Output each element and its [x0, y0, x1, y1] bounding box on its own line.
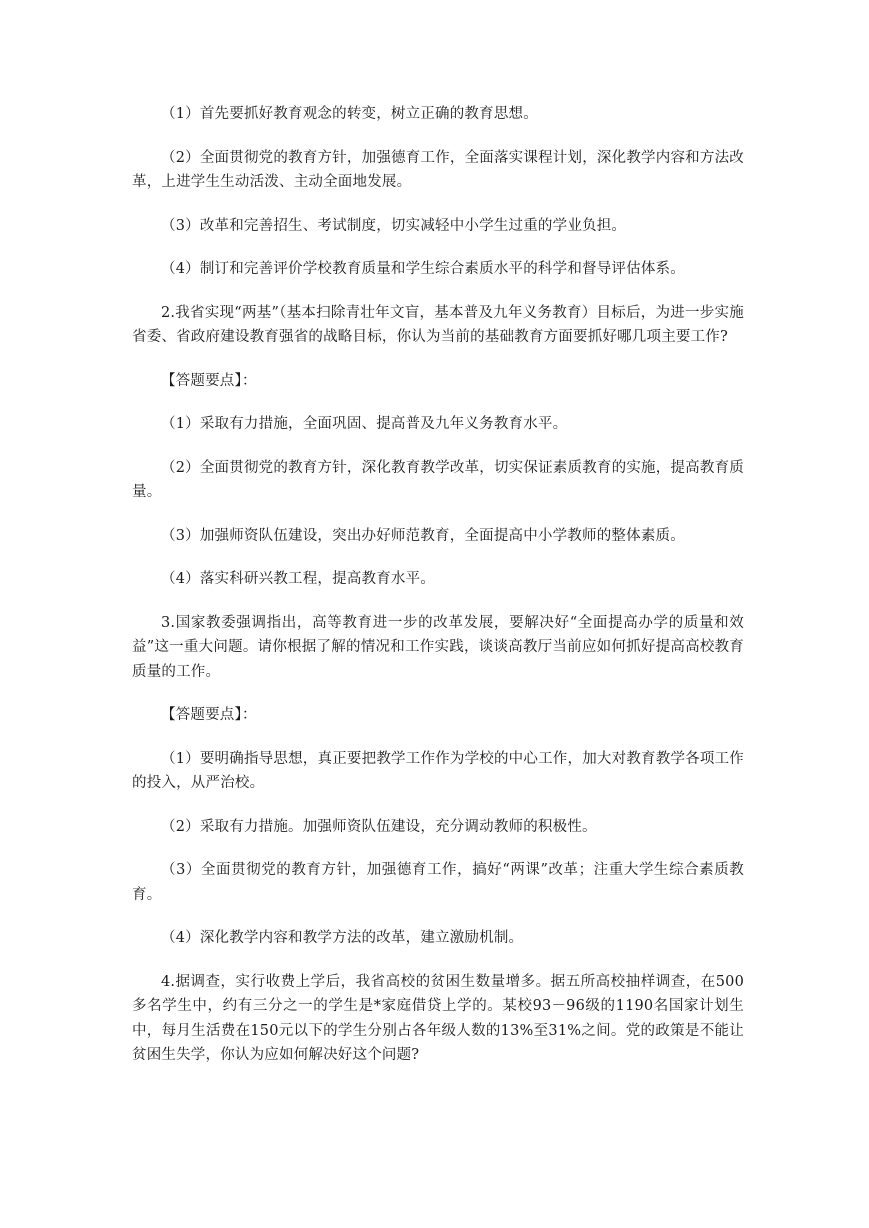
- answer-point-3-4: （4）深化教学内容和教学方法的改革，建立激励机制。: [161, 930, 524, 946]
- answer-point-2-3: （3）加强师资队伍建设，突出办好师范教育，全面提高中小学教师的整体素质。: [161, 527, 685, 544]
- answer-point-1-3: （3）改革和完善招生、考试制度，切实减轻中小学生过重的学业负担。: [161, 217, 627, 234]
- answer-point-3-3: （3）全面贯彻党的教育方针，加强德育工作，搞好“两课”改革；注重大学生综合素质教育。: [132, 862, 744, 903]
- question-4: 4.据调查，实行收费上学后，我省高校的贫困生数量增多。据五所高校抽样调查，在500多名学生中，约有三分之一的学生是*家庭借贷上学的。某校93－96级的1190名国家计划生中，每月生活费在150元以下的学生分别占各年级人数的13%至31%之间。党的政策是不能让贫困生失学，你认为应如何解决好这个问题?: [132, 973, 744, 1063]
- answer-point-3-2: （2）采取有力措施。加强师资队伍建设，充分调动教师的积极性。: [161, 818, 597, 835]
- question-3: 3.国家教委强调指出，高等教育进一步的改革发展，要解决好“全面提高办学的质量和效益”这一重大问题。请你根据了解的情况和工作实践，谈谈高教厅当前应如何抓好提高高校教育质量的工作。: [132, 614, 744, 680]
- answer-point-2-2: （2）全面贯彻党的教育方针，深化教育教学改革，切实保证素质教育的实施，提高教育质量。: [132, 459, 744, 500]
- answer-point-2-1: （1）采取有力措施，全面巩固、提高普及九年义务教育水平。: [161, 416, 568, 432]
- question-2: 2.我省实现“两基”（基本扫除青壮年文盲，基本普及九年义务教育）目标后，为进一步实施省委、省政府建设教育强省的战略目标，你认为当前的基础教育方面要抓好哪几项主要工作?: [132, 304, 744, 345]
- answer-point-1-2: （2）全面贯彻党的教育方针，加强德育工作，全面落实课程计划，深化教学内容和方法改革，上进学生生动活泼、主动全面地发展。: [132, 149, 744, 190]
- document-body: [132, 102, 744, 1087]
- answer-heading-3: 【答题要点】：: [161, 707, 257, 723]
- answer-point-1-4: （4）制订和完善评价学校教育质量和学生综合素质水平的科学和督导评估体系。: [161, 261, 685, 277]
- answer-point-3-1: （1）要明确指导思想，真正要把教学工作作为学校的中心工作，加大对教育教学各项工作的投入，从严治校。: [132, 750, 744, 791]
- answer-heading-2: 【答题要点】：: [161, 372, 257, 389]
- answer-point-2-4: （4）落实科研兴教工程，提高教育水平。: [161, 571, 436, 587]
- answer-point-1-1: （1）首先要抓好教育观念的转变，树立正确的教育思想。: [161, 106, 538, 122]
